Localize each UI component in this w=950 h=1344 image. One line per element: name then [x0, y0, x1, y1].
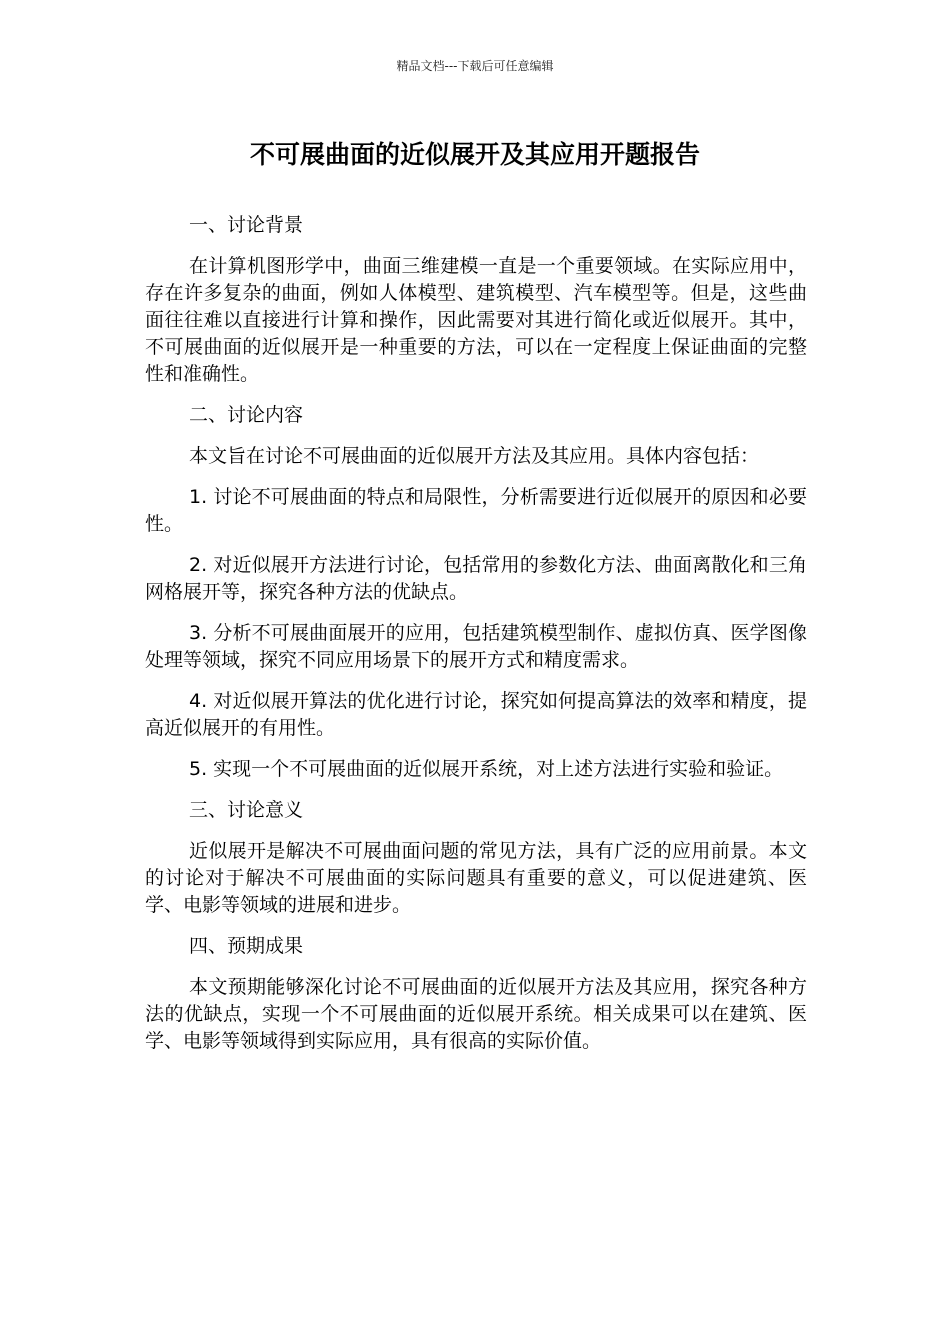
content-item-4: 4. 对近似展开算法的优化进行讨论，探究如何提高算法的效率和精度，提高近似展开的有用性。 — [145, 690, 807, 739]
significance-paragraph: 近似展开是解决不可展曲面问题的常见方法，具有广泛的应用前景。本文的讨论对于解决不可展曲面的实际问题具有重要的意义，可以促进建筑、医学、电影等领域的进展和进步。 — [145, 840, 807, 916]
page-header: 精品文档---下载后可任意编辑 — [396, 59, 554, 73]
content-item-2: 2. 对近似展开方法进行讨论，包括常用的参数化方法、曲面离散化和三角网格展开等，探究各种方法的优缺点。 — [145, 554, 807, 603]
document-title: 不可展曲面的近似展开及其应用开题报告 — [249, 140, 700, 169]
section-heading-content: 二、讨论内容 — [189, 404, 304, 426]
document-body — [145, 212, 807, 1069]
section-heading-background: 一、讨论背景 — [189, 214, 304, 236]
content-item-3: 3. 分析不可展曲面展开的应用，包括建筑模型制作、虚拟仿真、医学图像处理等领域，探究不同应用场景下的展开方式和精度需求。 — [145, 622, 807, 671]
content-item-1: 1. 讨论不可展曲面的特点和局限性，分析需要进行近似展开的原因和必要性。 — [145, 486, 807, 535]
content-intro-paragraph: 本文旨在讨论不可展曲面的近似展开方法及其应用。具体内容包括： — [189, 445, 760, 467]
background-paragraph: 在计算机图形学中，曲面三维建模一直是一个重要领域。在实际应用中，存在许多复杂的曲面，例如人体模型、建筑模型、汽车模型等。但是，这些曲面往往难以直接进行计算和操作，因此需要对其进行简化或近似展开。其中，不可展曲面的近似展开是一种重要的方法，可以在一定程度上保证曲面的完整性和准确性。 — [145, 255, 807, 385]
content-item-5: 5. 实现一个不可展曲面的近似展开系统，对上述方法进行实验和验证。 — [189, 758, 784, 780]
section-heading-significance: 三、讨论意义 — [189, 799, 304, 821]
section-heading-outcomes: 四、预期成果 — [189, 935, 304, 957]
outcomes-paragraph: 本文预期能够深化讨论不可展曲面的近似展开方法及其应用，探究各种方法的优缺点，实现一个不可展曲面的近似展开系统。相关成果可以在建筑、医学、电影等领域得到实际应用，具有很高的实际价值。 — [145, 976, 807, 1052]
